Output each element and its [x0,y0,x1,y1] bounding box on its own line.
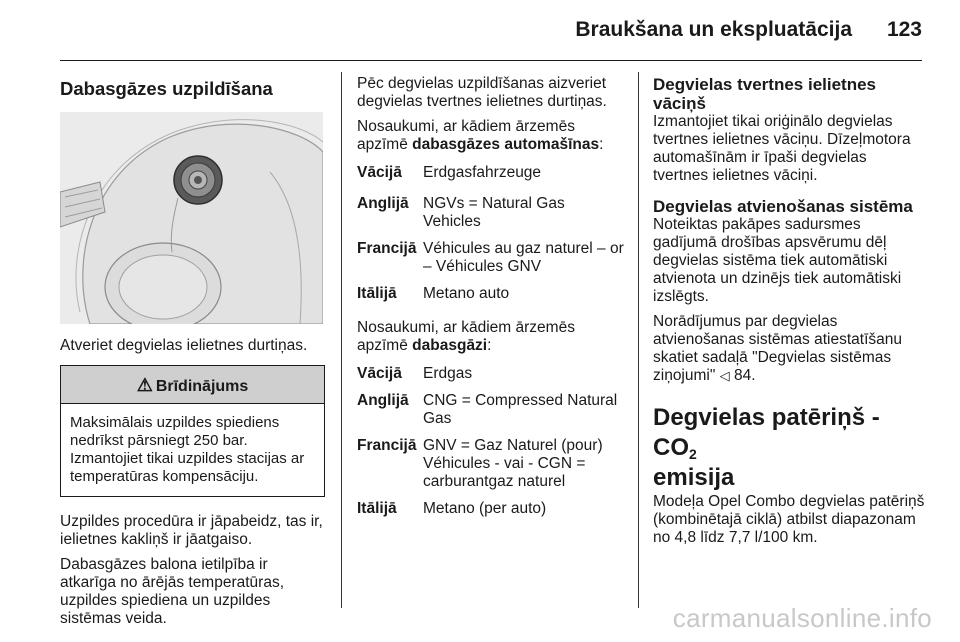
section-heading-cng-refuel: Dabasgāzes uzpildīšana [60,78,273,99]
list-item [357,195,625,231]
warning-triangle-icon: ⚠ [136,375,153,395]
warning-box [60,365,325,497]
paragraph-consumption: Modeļa Opel Combo degvielas patēriņš (kombinētajā ciklā) atbilst diapazonam no 4,8 līdz 7,7 l/100 km. [653,493,925,546]
term-country: Vācijā [357,164,402,181]
list2-intro [357,319,625,355]
paragraph-fuel-cutoff: Noteiktas pakāpes sadursmes gadījumā drošības apsvērumu dēļ degvielas sistēma tiek automātiski atvienota un dzinējs tiek automātiski izslēgts. [653,216,902,305]
term-definition: Véhicules au gaz naturel – or – Véhicules GNV [423,240,624,275]
filler-neck-drawing [60,112,323,324]
list1-lead: Nosaukumi, ar kādiem ārzemēs apzīmē [357,118,575,153]
term-definition: GNV = Gaz Naturel (pour) Véhicules - vai - CGN = carburantgaz naturel [423,437,603,490]
list1-intro [357,118,625,154]
list1-end: : [599,136,604,153]
header-rule [60,60,922,61]
paragraph-capacity: Dabasgāzes balona ietilpība ir atkarīga no ārējās temperatūras, uzpildes spiediena un uzpildes sistēmas veida. [60,556,285,627]
term-definition: Erdgas [423,365,473,382]
paragraph-reset-reference [653,313,925,385]
list-item [357,365,625,383]
term-definition: NGVs = Natural Gas Vehicles [423,195,565,230]
term-definition: Metano auto [423,285,510,302]
reset-reference-text: Norādījumus par degvielas atvienošanas sistēmas atiestatīšanu skatiet sadaļā "Degvielas sistēmas ziņojumi" [653,313,902,384]
term-country: Anglijā [357,392,409,409]
list1-bold: dabasgāzes automašīnas [412,136,600,153]
page-header [60,14,922,60]
term-country: Francijā [357,240,417,257]
column-divider-2 [638,72,639,608]
page-reference-icon: ◁ [719,368,730,383]
term-country: Vācijā [357,365,402,382]
gas-names-list [357,365,625,518]
running-title: Braukšana un ekspluatācija [575,18,852,41]
term-country: Anglijā [357,195,409,212]
list-item [357,285,625,303]
term-country: Itālijā [357,285,397,302]
column-divider-1 [341,72,342,608]
list2-lead: Nosaukumi, ar kādiem ārzemēs apzīmē [357,319,575,354]
page-number: 123 [886,18,922,41]
list-item [357,164,625,182]
paragraph-close-door: Pēc degvielas uzpildīšanas aizveriet degvielas tvertnes ielietnes durtiņas. [357,75,607,110]
co2-subscript: 2 [689,446,697,462]
heading-filler-cap: Degvielas tvertnes ielietnes vāciņš [653,75,877,113]
list-item [357,437,625,491]
term-definition: Erdgasfahrzeuge [423,164,542,181]
column-2 [357,75,625,527]
vehicle-names-list [357,164,625,303]
filler-neck-illustration [60,112,323,324]
watermark: carmanualsonline.info [672,603,932,633]
warning-text: Maksimālais uzpildes spiediens nedrīkst pārsniegt 250 bar. Izmantojiet tikai uzpildes stacijas ar temperatūras kompensāciju. [70,414,305,485]
warning-title: Brīdinājums [155,378,249,395]
term-definition: CNG = Compressed Natural Gas [423,392,618,427]
figure-caption: Atveriet degvielas ielietnes durtiņas. [60,337,308,354]
list-item [357,392,625,428]
list-item [357,240,625,276]
list2-end: : [487,337,492,354]
heading-fuel-cutoff: Degvielas atvienošanas sistēma [653,197,913,216]
warning-header [61,366,324,404]
term-definition: Metano (per auto) [423,500,547,517]
heading-emission-text: emisija [653,464,735,491]
heading-consumption-co2 [653,403,925,493]
column-1 [60,72,325,635]
column-3 [653,75,925,554]
heading-consumption-text: Degvielas patēriņš - CO [653,404,880,461]
reference-page-number[interactable]: 84. [733,367,756,384]
paragraph-filler-cap: Izmantojiet tikai oriģinālo degvielas tvertnes ielietnes vāciņu. Dīzeļmotora automašīnām ir īpaši degvielas tvertnes ielietnes vāciņi. [653,113,911,184]
list2-bold: dabasgāzi [412,337,488,354]
term-country: Francijā [357,437,417,454]
paragraph-venting: Uzpildes procedūra ir jāpabeidz, tas ir, ielietnes kakliņš ir jāatgaiso. [60,513,323,548]
term-country: Itālijā [357,500,397,517]
list-item [357,500,625,518]
